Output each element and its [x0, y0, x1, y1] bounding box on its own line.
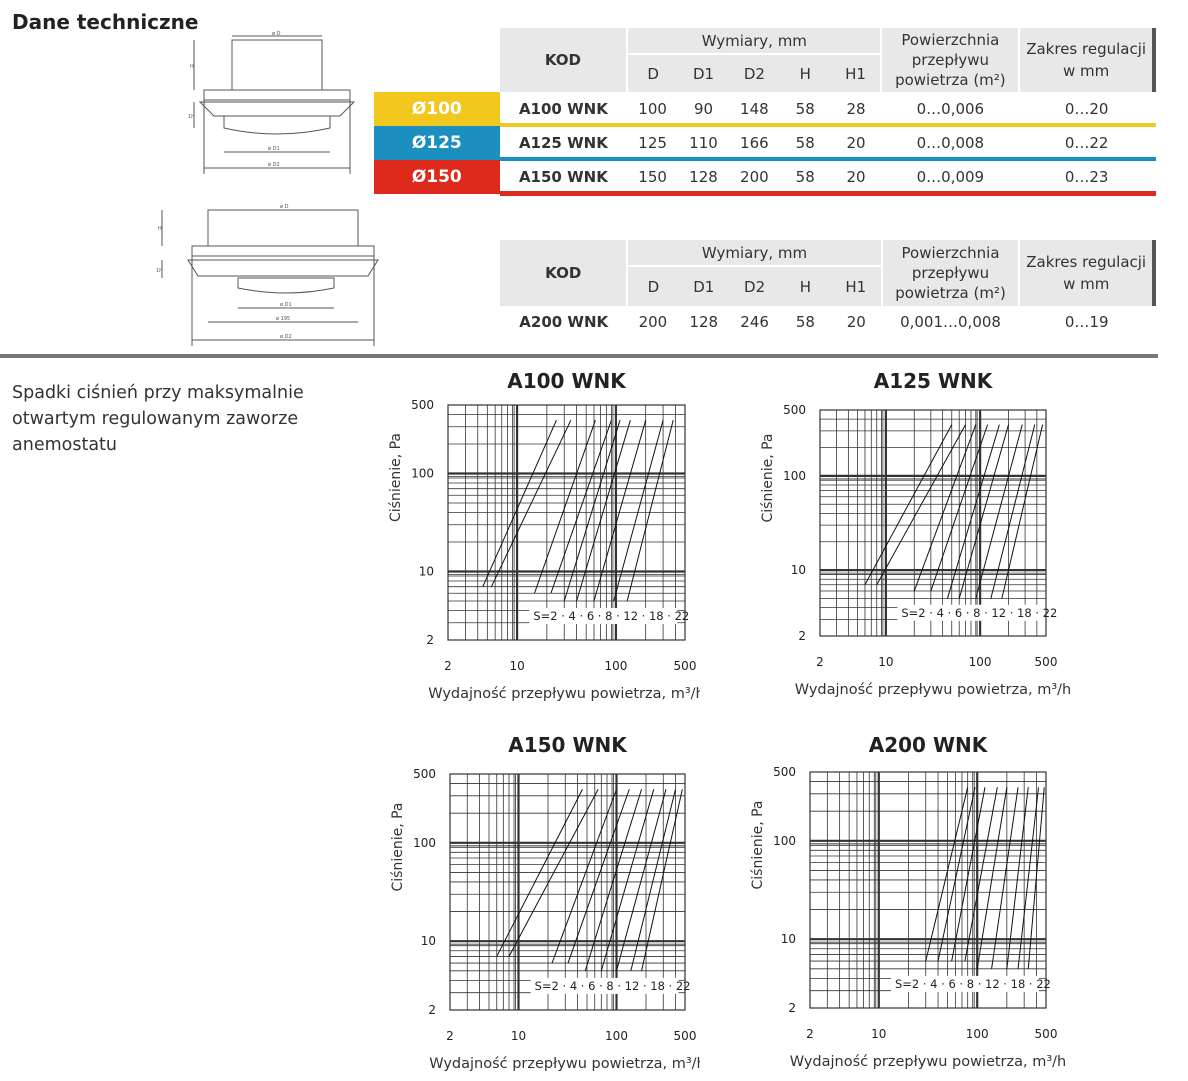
series-line: [631, 789, 676, 971]
table-cell: 0…0,006: [916, 100, 985, 118]
table1-dim-header: D1: [678, 54, 729, 92]
size-badge: Ø100: [374, 92, 500, 126]
row-kod: A150 WNK: [518, 168, 608, 186]
table-cell: 58: [795, 134, 815, 152]
row-kod: A125 WNK: [518, 134, 608, 152]
table2-dim-header: D1: [678, 266, 729, 306]
table-cell: 148: [740, 100, 769, 118]
series-line: [914, 425, 976, 591]
diagram2-label-d195: ø 195: [276, 316, 291, 322]
table2-dim-header: D2: [729, 266, 780, 306]
x-tick-label: 2: [816, 655, 824, 669]
y-axis-label: Ciśnienie, Pa: [750, 800, 766, 890]
y-tick-label: 500: [413, 767, 436, 781]
series-line: [617, 789, 667, 971]
row-kod: A100 WNK: [518, 100, 608, 118]
x-tick-label: 10: [509, 659, 525, 673]
table1-dim-header: D: [627, 54, 678, 92]
table2-dim-header: H1: [831, 266, 882, 306]
table-cell: 0,001…0,008: [900, 313, 1001, 331]
series-line: [1018, 787, 1038, 969]
table-cell: 20: [846, 134, 866, 152]
diagram2-label-h1: 1H: [156, 268, 163, 274]
y-tick-label: 10: [790, 563, 806, 578]
table-cell: 100: [638, 100, 667, 118]
table-cell: 150: [638, 168, 667, 186]
table-cell: 110: [689, 134, 718, 152]
table2-kod-header: KOD: [500, 240, 627, 306]
table2-dim-header: D: [627, 266, 678, 306]
technical-drawing-2: [150, 198, 390, 350]
table1-kod-header: KOD: [500, 28, 628, 92]
chart-a150: [380, 732, 700, 1077]
table2-powierzchnia-header: Powierzchnia przepływu powietrza (m²): [882, 240, 1020, 306]
series-line: [991, 425, 1035, 599]
chart-grid: [448, 405, 685, 640]
y-tick-label: 10: [780, 932, 796, 947]
s-label: S=2 · 4 · 6 · 8 · 12 · 18 · 22: [894, 976, 1051, 991]
x-axis-label: Wydajność przepływu powietrza, m³/h: [429, 1056, 700, 1072]
series-line: [976, 425, 1022, 599]
diagram1-label-h: H: [190, 64, 194, 70]
x-tick-label: 100: [968, 655, 992, 669]
table-cell: 125: [638, 134, 667, 152]
chart-a125: [750, 368, 1080, 708]
technical-drawing-1: [180, 28, 360, 178]
x-tick-label: 500: [673, 659, 697, 673]
chart-title: A100 WNK: [507, 369, 626, 393]
x-tick-label: 2: [444, 659, 452, 673]
table-cell: 166: [740, 134, 769, 152]
y-axis-label: Ciśnienie, Pa: [760, 433, 776, 523]
y-tick-label: 2: [426, 633, 434, 647]
y-tick-label: 500: [783, 403, 806, 417]
table-cell: 0…23: [1064, 168, 1109, 186]
row-underline-red: [500, 191, 1156, 196]
chart-description: Spadki ciśnień przy maksymalnie otwartym regulowanym zaworze anemostatu: [12, 383, 304, 455]
table1-dim-header: D2: [729, 54, 780, 92]
y-tick-label: 2: [428, 1003, 436, 1017]
table-cell: 0…20: [1064, 100, 1109, 118]
row-underline-yellow: [500, 123, 1156, 127]
y-tick-label: 500: [773, 765, 796, 779]
s-label: S=2 · 4 · 6 · 8 · 12 · 18 · 22: [534, 978, 691, 993]
table-cell: 128: [689, 313, 719, 331]
table-cell: 28: [846, 100, 866, 118]
table2-zakres-header: Zakres regulacji w mm: [1019, 240, 1154, 306]
table-row: [374, 126, 1154, 160]
chart-title: A125 WNK: [873, 369, 993, 393]
table-cell: 246: [740, 313, 769, 331]
size-badge: Ø150: [374, 160, 500, 194]
x-axis-label: Wydajność przepływu powietrza, m³/h: [428, 686, 700, 702]
diagram2-label-d: ø D: [280, 204, 289, 210]
y-tick-label: 500: [411, 398, 434, 412]
table-cell: 0…22: [1064, 134, 1109, 152]
series-line: [926, 787, 968, 961]
chart-grid: [810, 772, 1046, 1008]
table1-wymiary-header: Wymiary, mm: [627, 28, 881, 54]
y-axis-label: Ciśnienie, Pa: [388, 432, 404, 523]
series-line: [947, 425, 999, 599]
y-axis-label: Ciśnienie, Pa: [390, 802, 406, 892]
table-row: [500, 306, 1154, 338]
x-tick-label: 2: [446, 1029, 454, 1043]
table-cell: 58: [795, 168, 815, 186]
table1-dim-header: H: [780, 54, 831, 92]
x-tick-label: 500: [1034, 1027, 1058, 1041]
x-tick-label: 10: [510, 1029, 527, 1043]
table-cell: 0…0,008: [916, 134, 985, 152]
page-title: Dane techniczne: [12, 10, 199, 34]
table-cell: 0…19: [1064, 313, 1109, 331]
x-tick-label: 2: [806, 1027, 814, 1041]
x-tick-label: 100: [965, 1027, 989, 1041]
series-line: [551, 420, 611, 593]
series-line: [865, 425, 952, 585]
series-line: [877, 425, 966, 585]
chart-title: A200 WNK: [868, 733, 988, 757]
table1-zakres-header: Zakres regulacji w mm: [1019, 28, 1154, 92]
chart-a200: [750, 732, 1080, 1077]
diagram1-label-d2: ø D2: [268, 162, 280, 168]
spec-table-2: [500, 240, 1156, 338]
x-axis-label: Wydajność przepływu powietrza, m³/h: [789, 1054, 1067, 1070]
series-line: [642, 789, 683, 971]
y-tick-label: 100: [411, 466, 434, 481]
y-tick-label: 10: [420, 934, 436, 949]
spec-table-1: [374, 28, 1156, 194]
row-kod: A200 WNK: [519, 313, 609, 331]
series-line: [627, 420, 673, 601]
x-tick-label: 500: [1034, 655, 1058, 669]
table1-powierzchnia-header: Powierzchnia przepływu powietrza (m²): [881, 28, 1019, 92]
table-cell: 90: [693, 100, 714, 118]
y-tick-label: 100: [413, 835, 436, 850]
row-underline-blue: [500, 157, 1156, 161]
series-line: [491, 420, 570, 587]
table2-dim-header: H: [780, 266, 831, 306]
series-line: [509, 789, 598, 956]
y-tick-label: 100: [773, 833, 796, 848]
s-label: S=2 · 4 · 6 · 8 · 12 · 18 · 22: [901, 605, 1058, 620]
x-tick-label: 10: [871, 1027, 887, 1041]
x-tick-label: 100: [604, 659, 628, 673]
s-label: S=2 · 4 · 6 · 8 · 12 · 18 · 22: [533, 608, 690, 623]
y-tick-label: 100: [783, 468, 806, 483]
diagram1-label-d1: ø D1: [268, 146, 280, 152]
x-axis-label: Wydajność przepływu powietrza, m³/h: [794, 682, 1072, 698]
table-row: [374, 92, 1154, 126]
chart-title: A150 WNK: [508, 733, 627, 757]
section-divider: [0, 354, 1158, 358]
y-tick-label: 10: [418, 564, 434, 579]
table-cell: 0…0,009: [916, 168, 985, 186]
series-line: [497, 789, 583, 956]
series-line: [1007, 787, 1028, 969]
x-tick-label: 100: [605, 1029, 628, 1043]
table-cell: 20: [846, 313, 866, 331]
y-tick-label: 2: [788, 1001, 796, 1015]
table-row: [374, 160, 1154, 194]
table-cell: 200: [740, 168, 769, 186]
table-cell: 128: [689, 168, 718, 186]
diagram2-label-h: H: [158, 226, 162, 232]
chart-a100: [380, 368, 700, 708]
chart-grid: [820, 410, 1046, 636]
diagram1-label-d: ø D: [272, 31, 281, 37]
x-tick-label: 500: [673, 1029, 697, 1043]
table-cell: 58: [795, 313, 815, 331]
x-tick-label: 10: [878, 655, 894, 669]
diagram2-label-d1: ø D1: [280, 302, 292, 308]
table-cell: 200: [638, 313, 668, 331]
table1-dim-header: H1: [831, 54, 882, 92]
y-tick-label: 2: [798, 629, 806, 643]
series-line: [992, 787, 1018, 969]
diagram1-label-h1: 1H: [188, 114, 195, 120]
table-cell: 58: [795, 100, 815, 118]
series-line: [577, 420, 631, 601]
size-badge: Ø125: [374, 126, 500, 160]
diagram2-label-d2: ø D2: [280, 334, 292, 340]
table2-wymiary-header: Wymiary, mm: [627, 240, 881, 266]
table-cell: 20: [846, 168, 866, 186]
